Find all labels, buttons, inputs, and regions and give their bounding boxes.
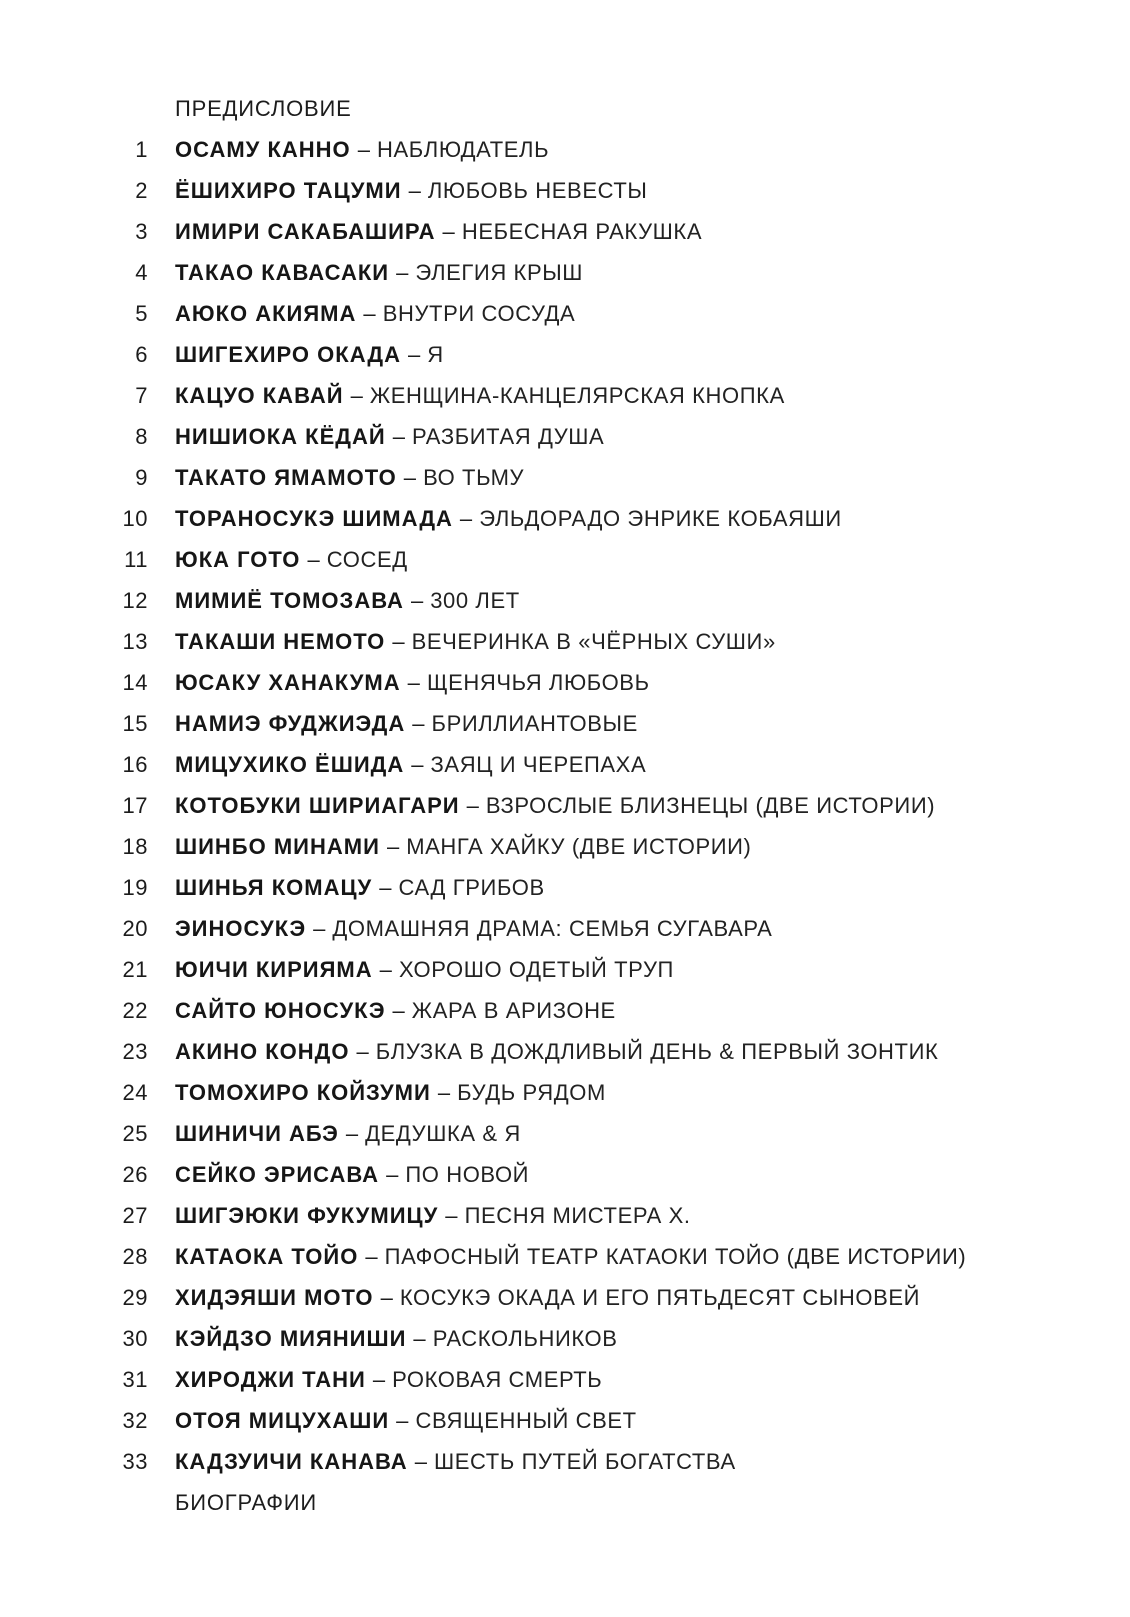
toc-entry — [0, 293, 1130, 334]
entry-author: КОТОБУКИ ШИРИАГАРИ — [175, 793, 460, 818]
toc-entry — [0, 1441, 1130, 1482]
entry-number: 8 — [135, 424, 148, 449]
biographies-row — [0, 1482, 1130, 1523]
entry-title: Я — [427, 342, 444, 367]
entry-author: КЭЙДЗО МИЯНИШИ — [175, 1326, 407, 1351]
entry-text — [175, 703, 638, 744]
entry-title: ЗАЯЦ И ЧЕРЕПАХА — [430, 752, 647, 777]
entry-number: 15 — [122, 711, 148, 736]
entry-author: ШИНИЧИ АБЭ — [175, 1121, 339, 1146]
entry-title: ДЕДУШКА & Я — [365, 1121, 521, 1146]
entry-text — [175, 908, 772, 949]
entry-text — [175, 170, 647, 211]
entry-author: ТАКАШИ НЕМОТО — [175, 629, 386, 654]
entry-number: 4 — [135, 260, 148, 285]
entry-author: ИМИРИ САКАБАШИРА — [175, 219, 436, 244]
entry-dash: – — [466, 793, 479, 818]
entry-title: БУДЬ РЯДОМ — [457, 1080, 606, 1105]
entry-text — [175, 1113, 521, 1154]
toc-entry — [0, 1113, 1130, 1154]
entry-dash: – — [408, 342, 421, 367]
toc-entry — [0, 170, 1130, 211]
toc-entry — [0, 867, 1130, 908]
entry-text — [175, 416, 604, 457]
entry-number: 17 — [122, 793, 148, 818]
entry-author: ТОМОХИРО КОЙЗУМИ — [175, 1080, 431, 1105]
entry-number: 32 — [122, 1408, 148, 1433]
entry-text — [175, 334, 444, 375]
entry-text — [175, 211, 702, 252]
preface-row — [0, 88, 1130, 129]
entry-dash: – — [379, 957, 392, 982]
entry-author: ШИГЕХИРО ОКАДА — [175, 342, 401, 367]
entry-title: КОСУКЭ ОКАДА И ЕГО ПЯТЬДЕСЯТ СЫНОВЕЙ — [399, 1285, 921, 1310]
entry-number: 21 — [122, 957, 148, 982]
entry-dash: – — [392, 424, 405, 449]
entry-author: ЭИНОСУКЭ — [175, 916, 307, 941]
entry-number: 2 — [135, 178, 148, 203]
entry-text — [175, 990, 616, 1031]
entry-number: 1 — [135, 137, 148, 162]
entry-text — [175, 252, 583, 293]
entry-dash: – — [437, 1080, 451, 1105]
entry-author: ЮСАКУ ХАНАКУМА — [175, 670, 401, 695]
toc-entry — [0, 1236, 1130, 1277]
entry-text — [175, 375, 785, 416]
entry-text — [175, 1072, 606, 1113]
entry-author: СЕЙКО ЭРИСАВА — [175, 1162, 380, 1187]
toc-entry — [0, 990, 1130, 1031]
entry-author: ОСАМУ КАННО — [175, 137, 351, 162]
entry-author: АКИНО КОНДО — [175, 1039, 350, 1064]
entry-number: 30 — [122, 1326, 148, 1351]
toc-entry — [0, 211, 1130, 252]
entry-text — [175, 580, 520, 621]
toc-entry — [0, 949, 1130, 990]
toc-entry — [0, 908, 1130, 949]
entry-author: ХИДЭЯШИ МОТО — [175, 1285, 374, 1310]
entry-text — [175, 949, 674, 990]
entry-number: 11 — [124, 547, 148, 572]
entry-dash: – — [413, 1326, 426, 1351]
entry-number: 9 — [135, 465, 148, 490]
toc-entry — [0, 539, 1130, 580]
entry-author: ЁШИХИРО ТАЦУМИ — [175, 178, 402, 203]
entry-dash: – — [392, 998, 405, 1023]
entry-number: 33 — [122, 1449, 148, 1474]
toc-entry — [0, 457, 1130, 498]
entry-dash: – — [442, 219, 455, 244]
entry-number: 13 — [122, 629, 148, 654]
entry-title: 300 ЛЕТ — [430, 588, 520, 613]
entry-text — [175, 1195, 691, 1236]
entry-title: ШЕСТЬ ПУТЕЙ БОГАТСТВА — [433, 1449, 736, 1474]
entry-text — [175, 744, 646, 785]
entry-title: ВЗРОСЛЫЕ БЛИЗНЕЦЫ (ДВЕ ИСТОРИИ) — [485, 793, 936, 818]
entry-text — [175, 1031, 938, 1072]
toc-entry — [0, 1072, 1130, 1113]
toc-entry — [0, 1277, 1130, 1318]
toc-entry — [0, 744, 1130, 785]
toc-entry — [0, 621, 1130, 662]
entry-author: ТАКАТО ЯМАМОТО — [175, 465, 397, 490]
entry-text — [175, 1400, 637, 1441]
entry-dash: – — [392, 629, 405, 654]
entry-text — [175, 293, 575, 334]
entry-title: ПО НОВОЙ — [405, 1162, 530, 1187]
entry-number: 20 — [122, 916, 148, 941]
entry-dash: – — [372, 1367, 386, 1392]
preface-label: ПРЕДИСЛОВИЕ — [175, 96, 352, 121]
entry-dash: – — [365, 1244, 378, 1269]
entry-title: ПЕСНЯ МИСТЕРА Х. — [464, 1203, 691, 1228]
toc-entry — [0, 334, 1130, 375]
entry-title: ДОМАШНЯЯ ДРАМА: СЕМЬЯ СУГАВАРА — [332, 916, 773, 941]
entry-text — [175, 88, 352, 129]
entry-number: 10 — [122, 506, 148, 531]
entry-number: 24 — [122, 1080, 148, 1105]
entry-dash: – — [396, 260, 409, 285]
entry-title: МАНГА ХАЙКУ (ДВЕ ИСТОРИИ) — [406, 834, 752, 859]
entry-text — [175, 867, 545, 908]
entry-dash: – — [356, 1039, 369, 1064]
entry-text — [175, 457, 524, 498]
entry-number: 5 — [135, 301, 148, 326]
entry-text — [175, 1277, 920, 1318]
entry-number: 19 — [122, 875, 148, 900]
entry-title: СОСЕД — [326, 547, 408, 572]
toc-entry — [0, 1031, 1130, 1072]
entry-title: БРИЛЛИАНТОВЫЕ — [431, 711, 638, 736]
entry-number: 12 — [122, 588, 148, 613]
toc-entry — [0, 785, 1130, 826]
entry-dash: – — [345, 1121, 359, 1146]
entry-text — [175, 621, 776, 662]
toc-entry — [0, 826, 1130, 867]
entry-author: ХИРОДЖИ ТАНИ — [175, 1367, 366, 1392]
entry-dash: – — [307, 547, 320, 572]
entry-author: НИШИОКА КЁДАЙ — [175, 424, 386, 449]
entry-title: ЖЕНЩИНА-КАНЦЕЛЯРСКАЯ КНОПКА — [369, 383, 785, 408]
entry-title: НАБЛЮДАТЕЛЬ — [376, 137, 550, 162]
entry-title: ВО ТЬМУ — [423, 465, 525, 490]
toc-entry — [0, 1359, 1130, 1400]
entry-title: ВЕЧЕРИНКА В «ЧЁРНЫХ СУШИ» — [411, 629, 776, 654]
entry-text — [175, 1359, 602, 1400]
entry-dash: – — [403, 465, 417, 490]
toc-list — [0, 88, 1130, 1523]
entry-title: ПАФОСНЫЙ ТЕАТР КАТАОКИ ТОЙО (ДВЕ ИСТОРИИ) — [384, 1244, 967, 1269]
toc-entry — [0, 375, 1130, 416]
toc-entry — [0, 498, 1130, 539]
entry-author: ЮИЧИ КИРИЯМА — [175, 957, 373, 982]
entry-dash: – — [357, 137, 370, 162]
entry-text — [175, 785, 935, 826]
toc-entry — [0, 662, 1130, 703]
toc-entry — [0, 703, 1130, 744]
entry-text — [175, 1236, 966, 1277]
entry-author: МИМИЁ ТОМОЗАВА — [175, 588, 404, 613]
entry-text — [175, 1154, 529, 1195]
entry-number: 23 — [122, 1039, 148, 1064]
toc-entry — [0, 1318, 1130, 1359]
entry-text — [175, 1482, 317, 1523]
entry-text — [175, 498, 842, 539]
entry-dash: – — [363, 301, 376, 326]
entry-number: 31 — [122, 1367, 148, 1392]
entry-author: АЮКО АКИЯМА — [175, 301, 357, 326]
entry-author: КАДЗУИЧИ КАНАВА — [175, 1449, 408, 1474]
entry-title: РАСКОЛЬНИКОВ — [432, 1326, 618, 1351]
entry-number: 22 — [122, 998, 148, 1023]
toc-entry — [0, 1195, 1130, 1236]
entry-number: 28 — [122, 1244, 148, 1269]
entry-author: ЮКА ГОТО — [175, 547, 301, 572]
entry-title: РАЗБИТАЯ ДУША — [412, 424, 605, 449]
entry-title: БЛУЗКА В ДОЖДЛИВЫЙ ДЕНЬ & ПЕРВЫЙ ЗОНТИК — [375, 1039, 939, 1064]
entry-text — [175, 662, 650, 703]
entry-title: НЕБЕСНАЯ РАКУШКА — [461, 219, 703, 244]
entry-author: КАТАОКА ТОЙО — [175, 1244, 359, 1269]
entry-title: ЭЛЬДОРАДО ЭНРИКЕ КОБАЯШИ — [479, 506, 842, 531]
entry-dash: – — [379, 875, 392, 900]
toc-entry — [0, 252, 1130, 293]
entry-dash: – — [410, 588, 424, 613]
entry-author: НАМИЭ ФУДЖИЭДА — [175, 711, 406, 736]
entry-author: ТОРАНОСУКЭ ШИМАДА — [175, 506, 453, 531]
toc-entry — [0, 129, 1130, 170]
entry-text — [175, 1441, 736, 1482]
entry-number: 27 — [122, 1203, 148, 1228]
entry-title: САД ГРИБОВ — [398, 875, 545, 900]
entry-text — [175, 1318, 618, 1359]
entry-text — [175, 539, 408, 580]
entry-title: ЖАРА В АРИЗОНЕ — [411, 998, 616, 1023]
entry-title: ЩЕНЯЧЬЯ ЛЮБОВЬ — [426, 670, 650, 695]
entry-title: ХОРОШО ОДЕТЫЙ ТРУП — [398, 957, 674, 982]
entry-author: КАЦУО КАВАЙ — [175, 383, 344, 408]
entry-author: МИЦУХИКО ЁШИДА — [175, 752, 405, 777]
entry-dash: – — [411, 752, 424, 777]
entry-number: 26 — [122, 1162, 148, 1187]
entry-number: 16 — [122, 752, 148, 777]
entry-dash: – — [412, 711, 425, 736]
entry-dash: – — [386, 1162, 399, 1187]
toc-entry — [0, 1154, 1130, 1195]
entry-title: ЭЛЕГИЯ КРЫШ — [415, 260, 584, 285]
toc-entry — [0, 1400, 1130, 1441]
entry-author: ТАКАО КАВАСАКИ — [175, 260, 390, 285]
entry-dash: – — [396, 1408, 409, 1433]
entry-author: ШИНБО МИНАМИ — [175, 834, 380, 859]
entry-dash: – — [350, 383, 363, 408]
entry-number: 29 — [122, 1285, 148, 1310]
entry-dash: – — [380, 1285, 393, 1310]
entry-dash: – — [313, 916, 326, 941]
entry-text — [175, 826, 752, 867]
entry-number: 14 — [122, 670, 148, 695]
entry-title: СВЯЩЕННЫЙ СВЕТ — [415, 1408, 637, 1433]
toc-entry — [0, 416, 1130, 457]
entry-number: 18 — [122, 834, 148, 859]
entry-author: ШИНЬЯ КОМАЦУ — [175, 875, 373, 900]
toc-entry — [0, 580, 1130, 621]
entry-title: ЛЮБОВЬ НЕВЕСТЫ — [427, 178, 648, 203]
entry-number: 7 — [135, 383, 148, 408]
entry-dash: – — [408, 178, 421, 203]
entry-dash: – — [445, 1203, 458, 1228]
entry-dash: – — [407, 670, 420, 695]
entry-number: 25 — [122, 1121, 148, 1146]
entry-author: ШИГЭЮКИ ФУКУМИЦУ — [175, 1203, 439, 1228]
entry-text — [175, 129, 549, 170]
entry-dash: – — [459, 506, 473, 531]
entry-dash: – — [414, 1449, 427, 1474]
entry-title: ВНУТРИ СОСУДА — [382, 301, 576, 326]
entry-number: 3 — [135, 219, 148, 244]
biographies-label: БИОГРАФИИ — [175, 1490, 317, 1515]
entry-author: САЙТО ЮНОСУКЭ — [175, 998, 386, 1023]
entry-number: 6 — [135, 342, 148, 367]
entry-title: РОКОВАЯ СМЕРТЬ — [392, 1367, 603, 1392]
entry-dash: – — [386, 834, 400, 859]
entry-author: ОТОЯ МИЦУХАШИ — [175, 1408, 390, 1433]
